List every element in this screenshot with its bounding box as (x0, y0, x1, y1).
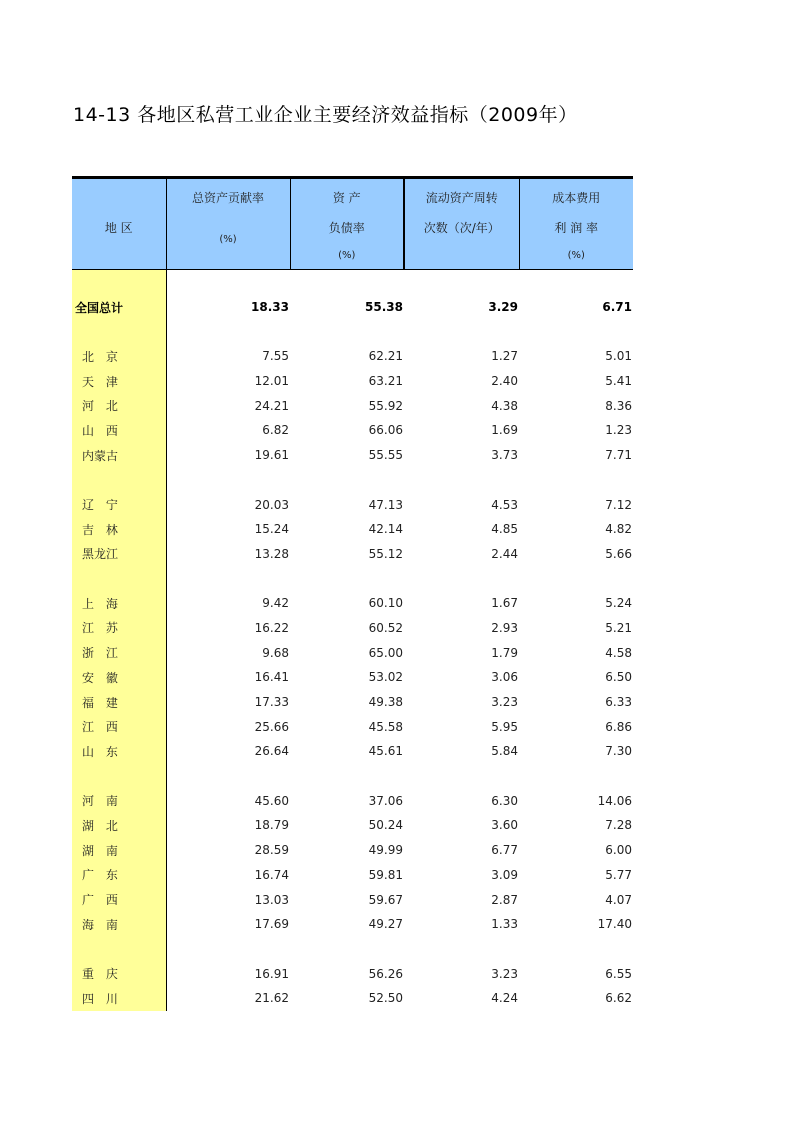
table-row (72, 443, 633, 468)
table-row (72, 640, 633, 665)
value-col3: 1.79 (491, 645, 518, 660)
value-col2: 49.27 (368, 917, 403, 932)
region-name: 山 西 (72, 418, 166, 443)
value-col1: 21.62 (254, 991, 289, 1006)
value-col3: 5.84 (491, 744, 518, 759)
header-col3-line1: 流动资产周转 (425, 191, 498, 205)
value-col1: 9.42 (262, 596, 289, 611)
value-col4: 7.28 (605, 818, 632, 833)
value-col1: 16.91 (254, 966, 289, 981)
header-col4-unit: (%) (567, 250, 585, 261)
region-name: 广 西 (72, 887, 166, 912)
value-col3: 2.87 (491, 892, 518, 907)
value-col2: 53.02 (368, 670, 403, 685)
header-col1-line1: 总资产贡献率 (191, 191, 264, 205)
value-col2: 52.50 (368, 991, 403, 1006)
value-col1: 13.03 (254, 892, 289, 907)
value-col4: 6.33 (605, 695, 632, 710)
value-col2: 37.06 (368, 793, 403, 808)
economic-indicators-table (72, 176, 633, 1011)
table-row (72, 393, 633, 418)
value-col1: 6.82 (262, 423, 289, 438)
value-col2: 62.21 (368, 349, 403, 364)
region-name: 安 徽 (72, 665, 166, 690)
table-row (72, 517, 633, 542)
value-col2: 55.92 (368, 398, 403, 413)
table-row (72, 616, 633, 641)
header-col2-line2: 负债率 (328, 221, 365, 235)
value-col4: 7.30 (605, 744, 632, 759)
value-col2: 55.55 (368, 448, 403, 463)
value-col4: 6.00 (605, 843, 632, 858)
value-col3: 1.27 (491, 349, 518, 364)
table-row (72, 788, 633, 813)
value-col4: 6.86 (605, 719, 632, 734)
table-row (72, 591, 633, 616)
value-col1: 7.55 (262, 349, 289, 364)
region-name: 天 津 (72, 369, 166, 394)
region-name: 江 苏 (72, 616, 166, 641)
region-name: 浙 江 (72, 640, 166, 665)
table-body (72, 270, 633, 1011)
region-name: 辽 宁 (72, 492, 166, 517)
value-col3: 1.69 (491, 423, 518, 438)
total-row (72, 295, 633, 320)
value-col3: 3.06 (491, 670, 518, 685)
value-col1: 16.41 (254, 670, 289, 685)
spacer-row (72, 319, 633, 344)
header-current-asset-turnover (404, 178, 519, 270)
region-name: 山 东 (72, 739, 166, 764)
table-row (72, 492, 633, 517)
value-col3: 3.29 (488, 300, 518, 315)
value-col3: 3.23 (491, 695, 518, 710)
value-col4: 14.06 (597, 793, 632, 808)
table-row (72, 542, 633, 567)
header-region (72, 178, 166, 270)
value-col2: 65.00 (368, 645, 403, 660)
table-row (72, 986, 633, 1011)
table-row (72, 344, 633, 369)
value-col2: 63.21 (368, 374, 403, 389)
value-col1: 16.22 (254, 620, 289, 635)
value-col3: 6.77 (491, 843, 518, 858)
header-total-asset-contribution (166, 178, 290, 270)
value-col1: 16.74 (254, 867, 289, 882)
value-col4: 7.12 (605, 497, 632, 512)
value-col4: 6.55 (605, 966, 632, 981)
table-row (72, 690, 633, 715)
region-name: 吉 林 (72, 517, 166, 542)
header-col2-line1: 资 产 (332, 191, 361, 205)
value-col1: 12.01 (254, 374, 289, 389)
spacer-row (72, 937, 633, 962)
value-col1: 9.68 (262, 645, 289, 660)
region-name: 海 南 (72, 912, 166, 937)
value-col4: 4.58 (605, 645, 632, 660)
value-col3: 4.53 (491, 497, 518, 512)
region-name: 四 川 (72, 986, 166, 1011)
value-col3: 3.60 (491, 818, 518, 833)
value-col4: 5.21 (605, 620, 632, 635)
header-col2-unit: (%) (338, 250, 356, 261)
value-col2: 55.12 (368, 546, 403, 561)
region-name: 湖 南 (72, 838, 166, 863)
table-row (72, 714, 633, 739)
region-name: 广 东 (72, 863, 166, 888)
value-col3: 1.67 (491, 596, 518, 611)
region-name: 重 庆 (72, 961, 166, 986)
value-col2: 59.67 (368, 892, 403, 907)
value-col4: 6.50 (605, 670, 632, 685)
region-name: 全国总计 (72, 295, 166, 320)
value-col3: 3.09 (491, 867, 518, 882)
value-col1: 15.24 (254, 522, 289, 537)
value-col1: 18.33 (251, 300, 289, 315)
value-col3: 4.38 (491, 398, 518, 413)
header-debt-ratio (290, 178, 404, 270)
value-col2: 60.52 (368, 620, 403, 635)
value-col2: 60.10 (368, 596, 403, 611)
value-col2: 59.81 (368, 867, 403, 882)
value-col3: 1.33 (491, 917, 518, 932)
value-col1: 25.66 (254, 719, 289, 734)
value-col3: 3.73 (491, 448, 518, 463)
header-col1-unit: (%) (219, 234, 237, 245)
value-col4: 4.82 (605, 522, 632, 537)
value-col1: 24.21 (254, 398, 289, 413)
region-name: 上 海 (72, 591, 166, 616)
value-col4: 8.36 (605, 398, 632, 413)
value-col3: 2.44 (491, 546, 518, 561)
region-name: 内蒙古 (72, 443, 166, 468)
header-col3-line2: 次数（次/年） (423, 221, 500, 235)
value-col1: 45.60 (254, 793, 289, 808)
header-region-label: 地 区 (104, 221, 133, 235)
table-row (72, 838, 633, 863)
table-row (72, 739, 633, 764)
region-name: 河 南 (72, 788, 166, 813)
value-col2: 42.14 (368, 522, 403, 537)
value-col2: 49.38 (368, 695, 403, 710)
value-col3: 5.95 (491, 719, 518, 734)
table-row (72, 418, 633, 443)
value-col1: 17.33 (254, 695, 289, 710)
table-title: 14-13 各地区私营工业企业主要经济效益指标（2009年） (73, 104, 578, 126)
value-col1: 18.79 (254, 818, 289, 833)
region-name: 福 建 (72, 690, 166, 715)
value-col4: 5.01 (605, 349, 632, 364)
value-col1: 17.69 (254, 917, 289, 932)
value-col4: 6.62 (605, 991, 632, 1006)
table-row (72, 665, 633, 690)
table-header (72, 178, 633, 270)
value-col4: 5.66 (605, 546, 632, 561)
region-name: 河 北 (72, 393, 166, 418)
value-col1: 19.61 (254, 448, 289, 463)
value-col1: 20.03 (254, 497, 289, 512)
value-col3: 4.85 (491, 522, 518, 537)
spacer-row (72, 566, 633, 591)
header-col4-line2: 利 润 率 (554, 221, 599, 235)
value-col4: 7.71 (605, 448, 632, 463)
value-col4: 4.07 (605, 892, 632, 907)
region-name: 黑龙江 (72, 542, 166, 567)
region-name: 江 西 (72, 714, 166, 739)
value-col3: 2.93 (491, 620, 518, 635)
value-col2: 56.26 (368, 966, 403, 981)
value-col3: 2.40 (491, 374, 518, 389)
table-row (72, 369, 633, 394)
value-col3: 3.23 (491, 966, 518, 981)
table-row (72, 887, 633, 912)
value-col2: 45.58 (368, 719, 403, 734)
table-row (72, 813, 633, 838)
table-row (72, 961, 633, 986)
value-col4: 6.71 (602, 300, 632, 315)
spacer-row (72, 764, 633, 789)
value-col4: 5.41 (605, 374, 632, 389)
value-col2: 66.06 (368, 423, 403, 438)
value-col2: 49.99 (368, 843, 403, 858)
value-col2: 55.38 (365, 300, 403, 315)
value-col1: 28.59 (254, 843, 289, 858)
value-col4: 5.24 (605, 596, 632, 611)
value-col1: 13.28 (254, 546, 289, 561)
value-col1: 26.64 (254, 744, 289, 759)
spacer-row (72, 270, 633, 295)
value-col4: 1.23 (605, 423, 632, 438)
value-col4: 5.77 (605, 867, 632, 882)
value-col3: 6.30 (491, 793, 518, 808)
region-name: 湖 北 (72, 813, 166, 838)
value-col4: 17.40 (597, 917, 632, 932)
region-name: 北 京 (72, 344, 166, 369)
value-col3: 4.24 (491, 991, 518, 1006)
value-col2: 50.24 (368, 818, 403, 833)
header-col4-line1: 成本费用 (552, 191, 601, 205)
table-row (72, 912, 633, 937)
value-col2: 45.61 (368, 744, 403, 759)
table-row (72, 863, 633, 888)
header-cost-profit-ratio (519, 178, 633, 270)
spacer-row (72, 468, 633, 493)
value-col2: 47.13 (368, 497, 403, 512)
